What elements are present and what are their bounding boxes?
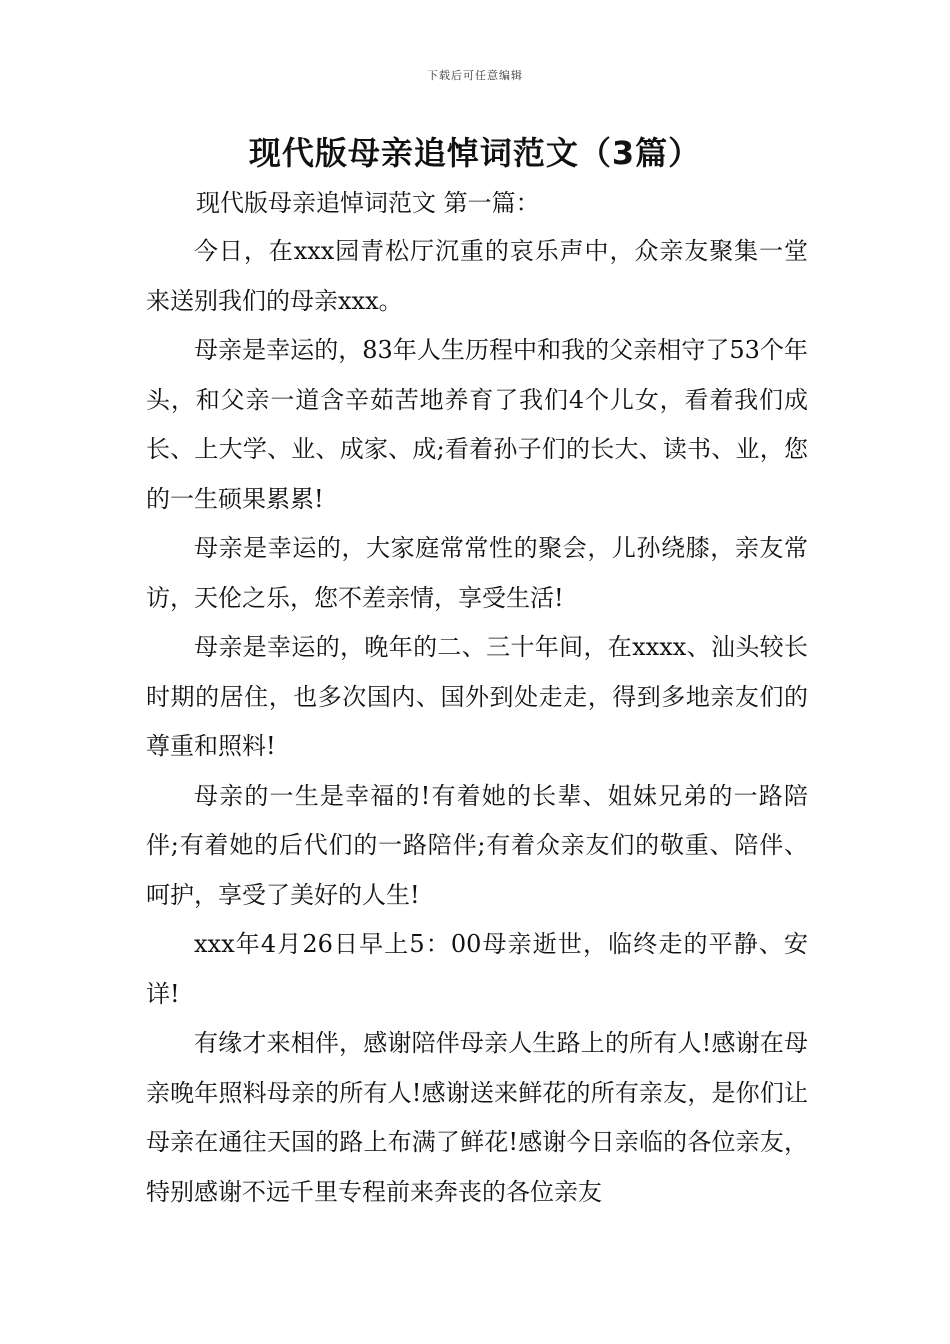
page-title: 现代版母亲追悼词范文（3篇）: [248, 134, 702, 172]
document-body: [146, 179, 808, 1217]
paragraph-7: 有缘才来相伴，感谢陪伴母亲人生路上的所有人!感谢在母亲晚年照料母亲的所有人!感谢送来鲜花的所有亲友，是你们让母亲在通往天国的路上布满了鲜花!感谢今日亲临的各位亲友，特别感谢不远千里专程前来奔丧的各位亲友: [146, 1029, 808, 1206]
section-subtitle: 现代版母亲追悼词范文 第一篇：: [196, 189, 540, 217]
paragraph-5: 母亲的一生是幸福的!有着她的长辈、姐妹兄弟的一路陪伴;有着她的后代们的一路陪伴;有着众亲友们的敬重、陪伴、呵护，享受了美好的人生!: [146, 781, 808, 909]
header-note: 下载后可任意编辑: [427, 69, 523, 82]
paragraph-2: 母亲是幸运的，83年人生历程中和我的父亲相守了53个年头，和父亲一道含辛茹苦地养育了我们4个儿女，看着我们成长、上大学、业、成家、成;看着孙子们的长大、读书、业，您的一生硕果累累!: [146, 336, 808, 513]
paragraph-3: 母亲是幸运的，大家庭常常性的聚会，儿孙绕膝，亲友常访，天伦之乐，您不差亲情，享受生活!: [146, 534, 808, 612]
paragraph-1: 今日，在xxx园青松厅沉重的哀乐声中，众亲友聚集一堂来送别我们的母亲xxx。: [146, 237, 808, 315]
paragraph-6: xxx年4月26日早上5：00母亲逝世，临终走的平静、安详!: [146, 930, 808, 1008]
paragraph-4: 母亲是幸运的，晚年的二、三十年间，在xxxx、汕头较长时期的居住，也多次国内、国外到处走走，得到多地亲友们的尊重和照料!: [146, 633, 808, 760]
